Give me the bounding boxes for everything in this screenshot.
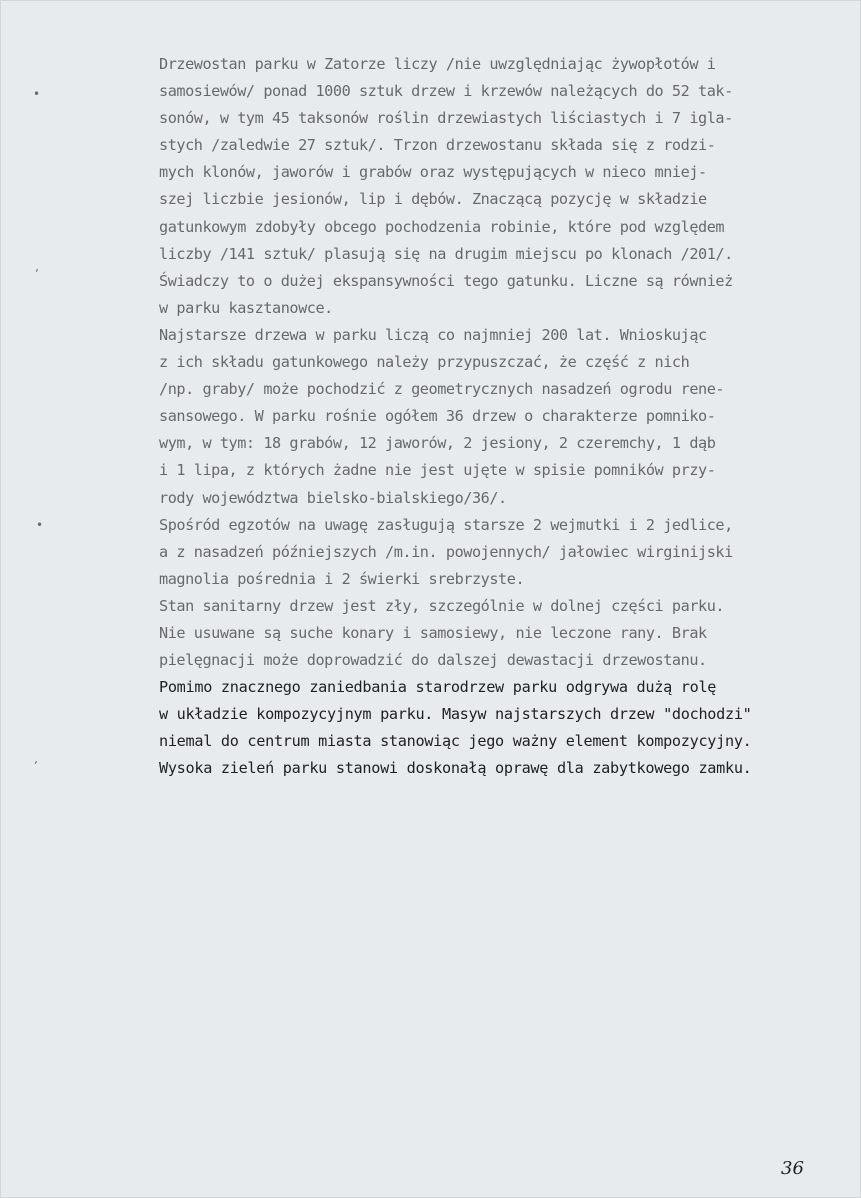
- text-line: wym, w tym: 18 grabów, 12 jaworów, 2 jesiony, 2 czeremchy, 1 dąb: [159, 434, 716, 453]
- text-line: samosiewów/ ponad 1000 sztuk drzew i krzewów należących do 52 tak-: [159, 82, 733, 101]
- text-line: Wysoka zieleń parku stanowi doskonałą oprawę dla zabytkowego zamku.: [159, 759, 752, 778]
- text-line: sonów, w tym 45 taksonów roślin drzewiastych liściastych i 7 igla-: [159, 109, 733, 128]
- text-line: Świadczy to o dużej ekspansywności tego gatunku. Liczne są również: [159, 271, 733, 290]
- text-line: a z nasadzeń późniejszych /m.in. powojennych/ jałowiec wirginijski: [159, 542, 733, 561]
- typed-text-body: [159, 51, 859, 783]
- text-line: Stan sanitarny drzew jest zły, szczególnie w dolnej części parku.: [159, 596, 725, 615]
- text-line: niemal do centrum miasta stanowiąc jego ważny element kompozycyjny.: [159, 732, 752, 751]
- page-number: 36: [781, 1158, 804, 1179]
- text-line: Pomimo znacznego zaniedbania starodrzew parku odgrywa dużą rolę: [159, 678, 717, 697]
- text-line: pielęgnacji może doprowadzić do dalszej dewastacji drzewostanu.: [159, 651, 707, 670]
- text-line: /np. graby/ może pochodzić z geometrycznych nasadzeń ogrodu rene-: [159, 380, 725, 399]
- margin-mark: ʼ: [35, 267, 39, 281]
- text-line: mych klonów, jaworów i grabów oraz występujących w nieco mniej-: [159, 163, 707, 182]
- text-line: Spośród egzotów na uwagę zasługują starsze 2 wejmutki i 2 jedlice,: [159, 515, 733, 534]
- margin-mark: •: [33, 87, 41, 101]
- text-line: rody województwa bielsko-bialskiego/36/.: [159, 488, 507, 507]
- text-line: sansowego. W parku rośnie ogółem 36 drzew o charakterze pomniko-: [159, 407, 716, 426]
- margin-mark: •: [36, 518, 44, 532]
- text-line: w układzie kompozycyjnym parku. Masyw najstarszych drzew "dochodzi": [159, 705, 752, 724]
- text-line: gatunkowym zdobyły obcego pochodzenia robinie, które pod względem: [159, 217, 725, 236]
- text-line: i 1 lipa, z których żadne nie jest ujęte w spisie pomników przy-: [159, 461, 716, 480]
- text-line: stych /zaledwie 27 sztuk/. Trzon drzewostanu składa się z rodzi-: [159, 136, 716, 155]
- text-line: Najstarsze drzewa w parku liczą co najmniej 200 lat. Wnioskując: [159, 325, 707, 344]
- text-line: z ich składu gatunkowego należy przypuszczać, że część z nich: [159, 353, 690, 372]
- text-line: szej liczbie jesionów, lip i dębów. Znaczącą pozycję w składzie: [159, 190, 707, 209]
- text-line: Nie usuwane są suche konary i samosiewy, nie leczone rany. Brak: [159, 623, 707, 642]
- text-line: liczby /141 sztuk/ plasują się na drugim miejscu po klonach /201/.: [159, 244, 733, 263]
- text-line: magnolia pośrednia i 2 świerki srebrzyste.: [159, 569, 525, 588]
- text-line: Drzewostan parku w Zatorze liczy /nie uwzględniając żywopłotów i: [159, 55, 716, 73]
- margin-mark: ʼ: [34, 759, 38, 773]
- text-line: w parku kasztanowce.: [159, 298, 333, 317]
